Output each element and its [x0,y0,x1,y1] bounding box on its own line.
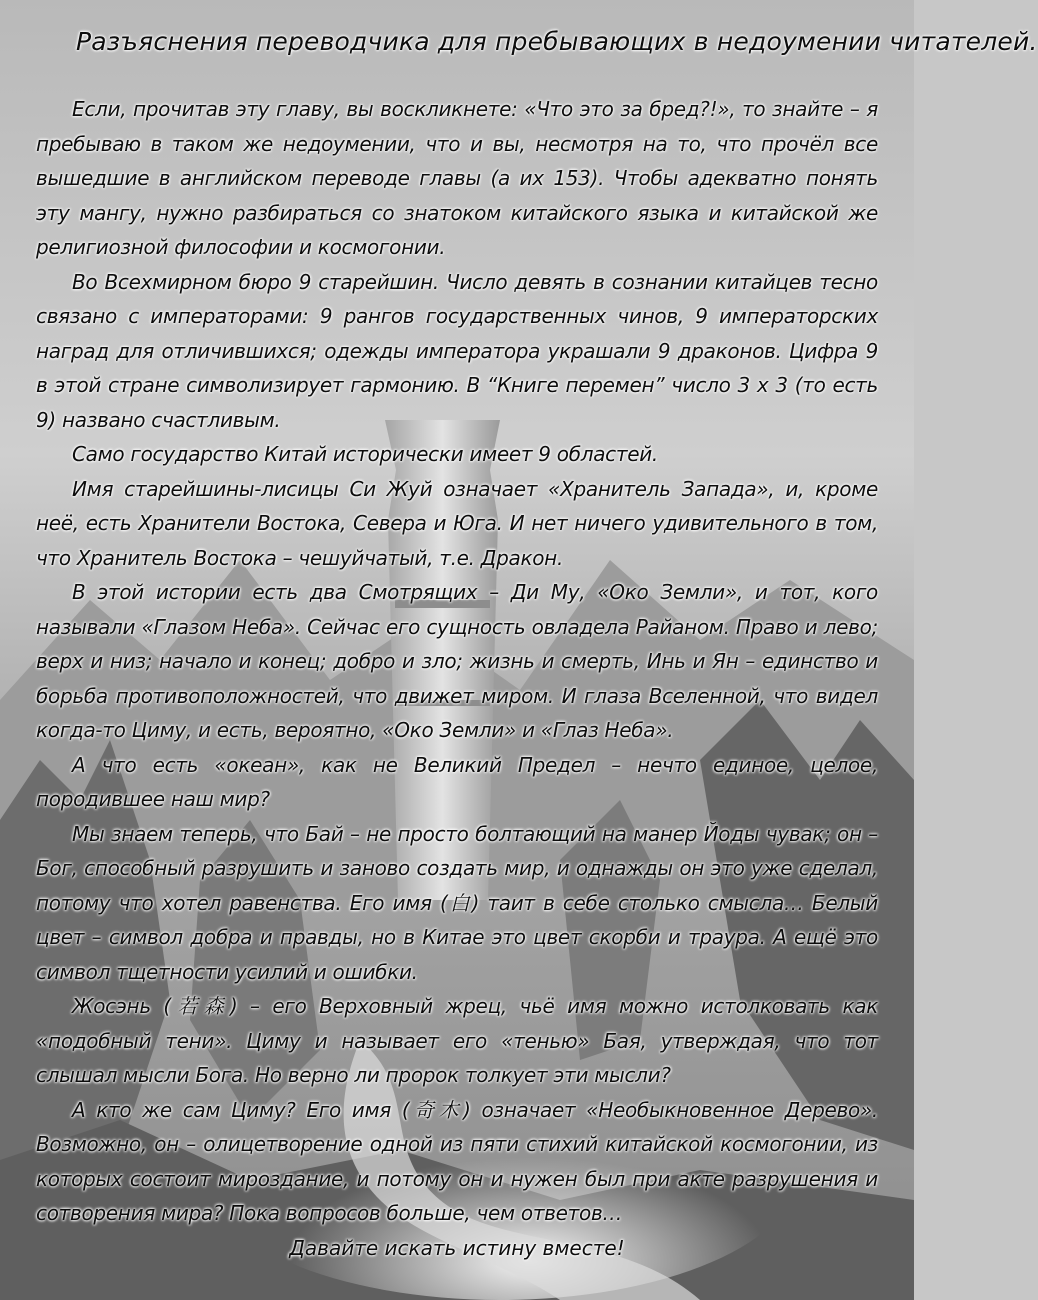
paragraph-guardians: Имя старейшины-лисицы Си Жуй означает «Хранитель Запада», и, кроме неё, есть Хранители Востока, Севера и Юга. И нет ничего удивительного в том, что Хранитель Востока – чешуйчатый, т.е. Дракон. [36,476,878,570]
paragraph-watchers: В этой истории есть два Смотрящих – Ди Му, «Око Земли», и тот, кого называли «Глазом Неба». Сейчас его сущность овладела Райаном. Право и лево; верх и низ; начало и конец; добро и зло; жизнь и смерть, Инь и Ян – единство и борьба противоположностей, что движет миром. И глаза Вселенной, что видел когда-то Циму, и есть, вероятно, «Око Земли» и «Глаз Неба». [36,580,878,742]
paragraph-nine-regions: Само государство Китай исторически имеет 9 областей. [72,442,658,466]
paragraph-ocean: А что есть «океан», как не Великий Предел – нечто единое, целое, породившее наш мир? [36,752,878,811]
paragraph-cimu: А кто же сам Циму? Его имя (奇木) означает «Необыкновенное Дерево». Возможно, он – олицетворение одной из пяти стихий китайской космогонии, из которых состоит мироздание, и потому он и нужен был при акте разрушения и сотворения мира? Пока вопросов больше, чем ответов… [36,1097,878,1225]
page-title: Разъяснения переводчика для пребывающих в недоумении читателей. [76,27,1038,56]
closing-line: Давайте искать истину вместе! [289,1235,625,1260]
paragraph-nine-elders: Во Всехмирном бюро 9 старейшин. Число девять в сознании китайцев тесно связано с императорами: 9 рангов государственных чинов, 9 императорских наград для отличившихся; одежды императора украшали 9 драконов. Цифра 9 в этой стране символизирует гармонию. В “Книге перемен” число 3 x 3 (то есть 9) названо счастливым. [36,269,878,432]
paragraph-priest: Жосэнь (若森) – его Верховный жрец, чьё имя можно истолковать как «подобный тени». Циму и называет его «тенью» Бая, утверждая, что тот слышал мысли Бога. Но верно ли пророк толкует эти мысли? [36,994,878,1087]
paragraph-intro: Если, прочитав эту главу, вы воскликнете: «Что это за бред?!», то знайте – я пребываю в таком же недоумении, что и вы, несмотря на то, что прочёл все вышедшие в английском переводе главы (а их 153). Чтобы адекватно понять эту мангу, нужно разбираться со знатоком китайского языка и китайской же религиозной философии и космогонии. [36,97,878,259]
paragraph-bai: Мы знаем теперь, что Бай – не просто болтающий на манер Йоды чувак; он – Бог, способный разрушить и заново создать мир, и однажды он это уже сделал, потому что хотел равенства. Его имя (白) таит в себе столько смысла… Белый цвет – символ добра и правды, но в Китае это цвет скорби и траура. А ещё это символ тщетности усилий и ошибки. [36,821,878,984]
